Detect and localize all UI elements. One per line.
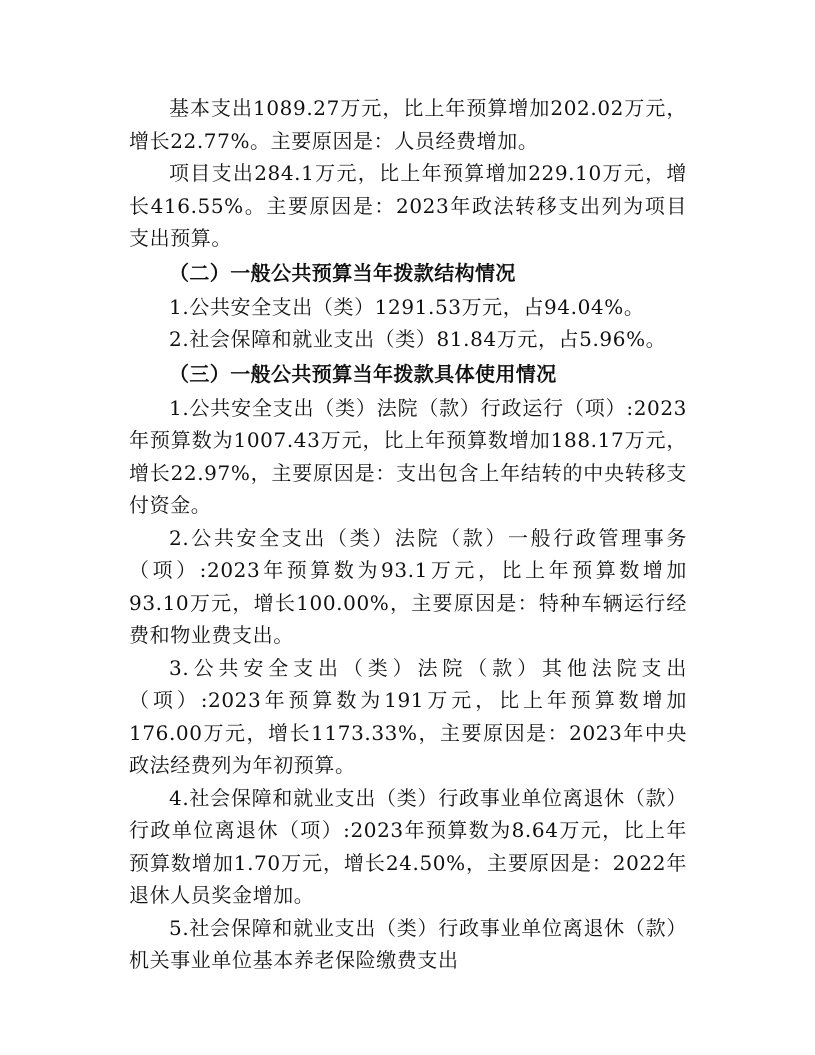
paragraph-item-2: 2.公共安全支出（类）法院（款）一般行政管理事务（项）:2023年预算数为93.1万元，比上年预算数增加93.10万元，增长100.00%，主要原因是：特种车辆运行经费和物业费支出。 bbox=[129, 525, 687, 647]
document-body bbox=[129, 92, 687, 977]
section-heading-usage: （三）一般公共预算当年拨款具体使用情况 bbox=[169, 361, 557, 386]
paragraph-item-5: 5.社会保障和就业支出（类）行政事业单位离退休（款）机关事业单位基本养老保险缴费支出 bbox=[129, 915, 687, 972]
paragraph-item-4: 4.社会保障和就业支出（类）行政事业单位离退休（款）行政单位离退休（项）:2023年预算数为8.64万元，比上年预算数增加1.70万元，增长24.50%，主要原因是：2022年退休人员奖金增加。 bbox=[129, 785, 687, 907]
paragraph-social-security-share: 2.社会保障和就业支出（类）81.84万元，占5.96%。 bbox=[169, 327, 667, 351]
section-heading-structure: （二）一般公共预算当年拨款结构情况 bbox=[169, 260, 516, 285]
paragraph-project-expenditure: 项目支出284.1万元，比上年预算增加229.10万元，增长416.55%。主要原因是：2023年政法转移支出列为项目支出预算。 bbox=[129, 161, 687, 250]
paragraph-public-security-share: 1.公共安全支出（类）1291.53万元，占94.04%。 bbox=[169, 294, 645, 319]
paragraph-basic-expenditure: 基本支出1089.27万元，比上年预算增加202.02万元，增长22.77%。主要原因是：人员经费增加。 bbox=[129, 96, 687, 153]
paragraph-item-1: 1.公共安全支出（类）法院（款）行政运行（项）:2023年预算数为1007.43万元，比上年预算数增加188.17万元，增长22.97%，主要原因是：支出包含上年结转的中央转移支付资金。 bbox=[129, 395, 687, 517]
paragraph-item-3: 3.公共安全支出（类）法院（款）其他法院支出（项）:2023年预算数为191万元，比上年预算数增加176.00万元，增长1173.33%，主要原因是：2023年中央政法经费列为年初预算。 bbox=[129, 655, 687, 777]
